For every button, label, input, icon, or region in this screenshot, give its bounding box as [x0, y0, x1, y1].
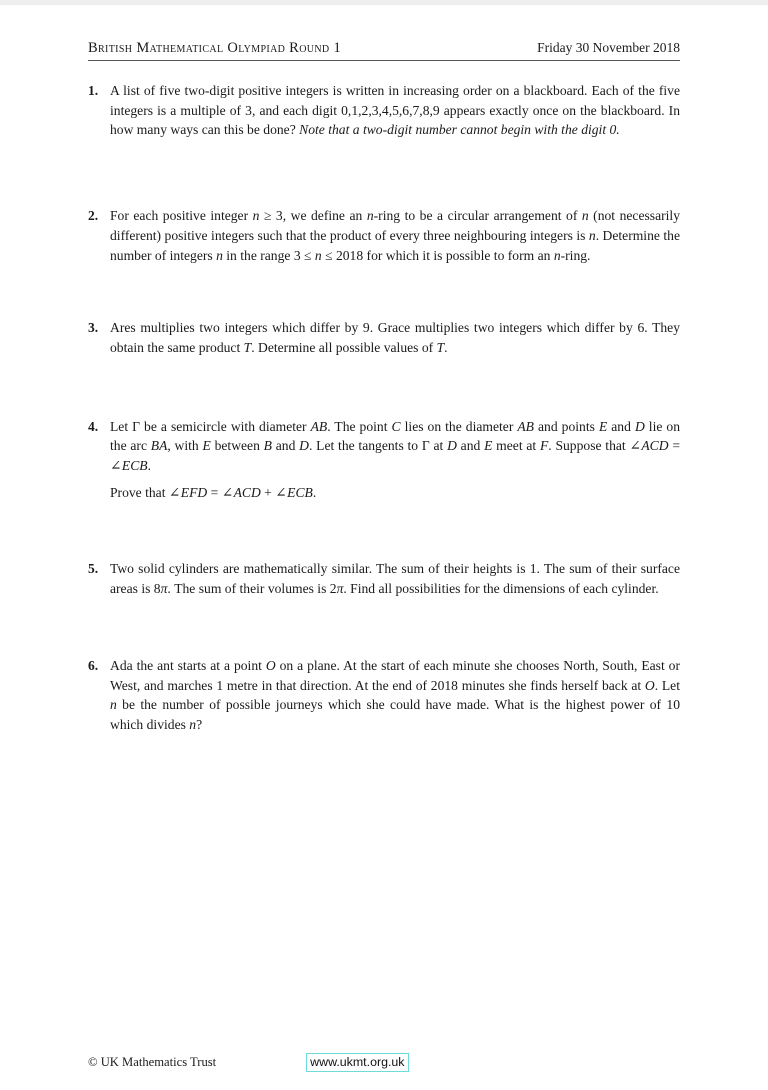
problem-body	[110, 656, 680, 735]
problem-spacer	[88, 140, 680, 206]
problem-body	[110, 559, 680, 598]
problem-spacer	[88, 599, 680, 656]
problem-paragraph: Ares multiplies two integers which differ by 9. Grace multiplies two integers which differ by 6. They obtain the same product T. Determine all possible values of T.	[110, 320, 680, 355]
problem-list	[88, 81, 680, 735]
problem-item	[88, 656, 680, 735]
problem-number: 4.	[88, 418, 99, 434]
document-footer	[88, 1053, 680, 1072]
problem-paragraph: Ada the ant starts at a point O on a plane. At the start of each minute she chooses North, South, East or West, and marches 1 metre in that direction. At the end of 2018 minutes she finds herself back at O. Let n be the number of possible journeys which she could have made. What is the highest power of 10 which divides n?	[110, 657, 680, 732]
problem-paragraph: A list of five two-digit positive integers is written in increasing order on a blackboard. Each of the five integers is a multiple of 3, and each digit 0,1,2,3,4,5,6,7,8,9 appears exactly once on the blackboard. In how many ways can this be done? Note that a two-digit number cannot begin with the digit 0.	[110, 83, 680, 138]
problem-paragraph: For each positive integer n ≥ 3, we define an n-ring to be a circular arrangement of n (not necessarily different) positive integers such that the product of every three neighbouring integers is n. Determine the number of integers n in the range 3 ≤ n ≤ 2018 for which it is possible to form an n-ring.	[110, 208, 680, 263]
problem-spacer	[88, 265, 680, 318]
problem-item	[88, 318, 680, 357]
copyright-notice: © UK Mathematics Trust	[88, 1055, 217, 1070]
page-title: British Mathematical Olympiad Round 1	[88, 40, 342, 56]
document-header	[88, 40, 680, 61]
problem-body	[110, 206, 680, 265]
problem-number: 1.	[88, 83, 99, 98]
page-content	[88, 40, 680, 735]
problem-paragraph: Two solid cylinders are mathematically similar. The sum of their heights is 1. The sum of their surface areas is 8π. The sum of their volumes is 2π. Find all possibilities for the dimensions of each cylinder.	[110, 561, 680, 597]
problem-item	[88, 417, 680, 503]
problem-item	[88, 81, 680, 140]
problem-item	[88, 559, 680, 598]
problem-item	[88, 206, 680, 265]
problem-paragraph: Prove that ∠EFD = ∠ACD + ∠ECB.	[110, 484, 317, 500]
problem-number: 2.	[88, 208, 99, 224]
problem-number: 3.	[88, 320, 99, 336]
viewer-top-edge	[0, 0, 768, 5]
problem-body	[110, 81, 680, 140]
problem-body	[110, 417, 680, 503]
problem-number: 6.	[88, 657, 99, 673]
problem-paragraph: Let Γ be a semicircle with diameter AB. The point C lies on the diameter AB and points E and D lie on the arc BA, with E between B and D. Let the tangents to Γ at D and E meet at F. Suppose that ∠ACD = ∠ECB.	[110, 418, 680, 474]
ukmt-website-link[interactable]: www.ukmt.org.uk	[306, 1053, 408, 1072]
problem-spacer	[88, 502, 680, 559]
problem-body	[110, 318, 680, 357]
problem-number: 5.	[88, 561, 99, 577]
problem-spacer	[88, 358, 680, 417]
exam-date: Friday 30 November 2018	[537, 40, 680, 55]
